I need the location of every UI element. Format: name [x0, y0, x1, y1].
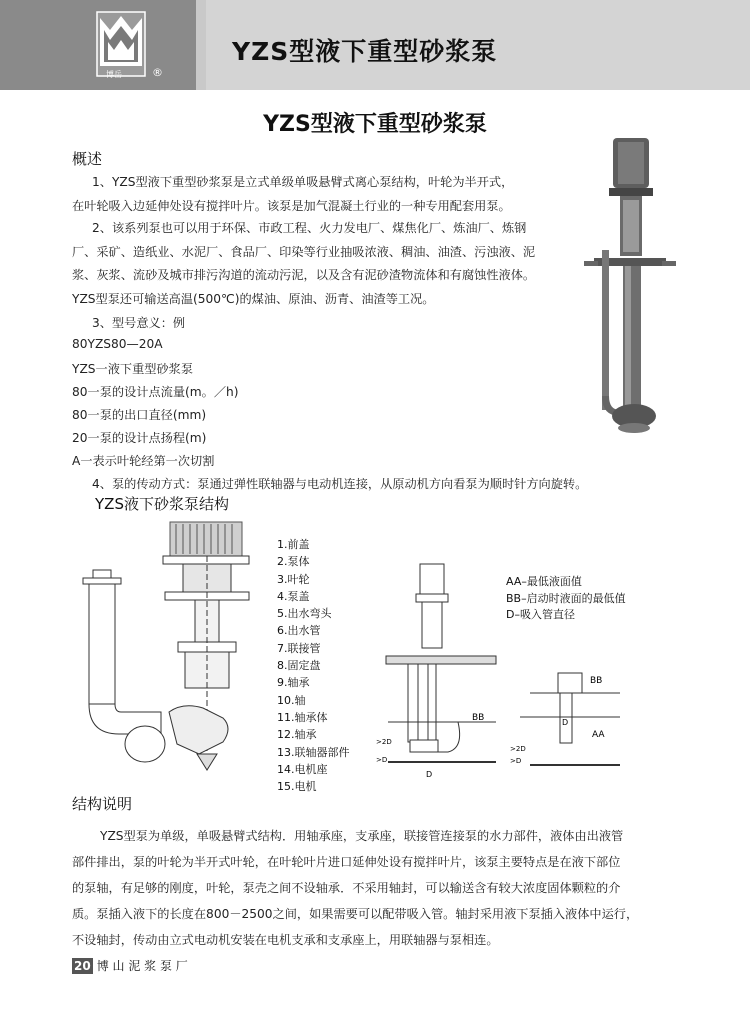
two-d-label-2: >2D — [510, 745, 526, 753]
install-notes — [506, 574, 626, 624]
installation-diagram — [378, 562, 498, 782]
d-label: D — [426, 770, 433, 779]
crown-logo-icon — [0, 0, 196, 90]
part-item: 9.轴承 — [277, 676, 310, 690]
part-item: 4.泵盖 — [277, 589, 310, 603]
registered-mark: ® — [152, 66, 163, 79]
overview-line: 在叶轮吸入边延伸处设有搅拌叶片。该泵是加气混凝土行业的一种专用配套用泵。 — [72, 199, 511, 213]
part-item: 15.电机 — [277, 780, 317, 794]
header-title: YZS型液下重型砂浆泵 — [232, 37, 498, 66]
part-item: 2.泵体 — [277, 555, 310, 569]
header-title-bar — [206, 0, 750, 90]
install-note: AA–最低液面值 — [506, 575, 582, 588]
page-title: YZS型液下重型砂浆泵 — [263, 112, 487, 137]
overview-line: YZS型泵还可输送高温(500℃)的煤油、原油、沥青、油渣等工况。 — [72, 292, 435, 306]
page-number: 20 — [74, 959, 91, 973]
description-line: 的泵轴，有足够的刚度，叶轮，泵壳之间不设轴承．不采用轴封，可以输送含有较大浓度固体颗粒的介 — [72, 881, 621, 895]
structure-drawing — [73, 522, 283, 772]
description-heading: 结构说明 — [72, 795, 133, 813]
part-item: 12.轴承 — [277, 728, 317, 742]
part-item: 1.前盖 — [277, 538, 310, 551]
part-item: 5.出水弯头 — [277, 607, 332, 621]
overview-line: 80一泵的出口直径(mm) — [72, 408, 207, 422]
pump-photo — [580, 134, 680, 434]
page-header — [0, 0, 750, 90]
overview-line: 2、该系列泵也可以用于环保、市政工程、火力发电厂、煤焦化厂、炼油厂、炼钢 — [92, 221, 527, 235]
overview-line: 3、型号意义：例 — [92, 316, 186, 330]
aa-label: AA — [592, 730, 605, 740]
description-line: 部件排出，泵的叶轮为半开式叶轮，在叶轮叶片进口延伸处设有搅拌叶片，该泵主要特点是在液下部位 — [72, 855, 621, 869]
part-item: 6.出水管 — [277, 624, 321, 638]
overview-line: YZS一液下重型砂浆泵 — [72, 362, 194, 376]
overview-line: 浆、灰浆、流砂及城市排污沟道的流动污泥，以及含有泥砂渣物流体和有腐蚀性液体。 — [72, 268, 536, 282]
part-item: 10.轴 — [277, 693, 306, 707]
installation-diagram-small — [510, 665, 630, 775]
overview-line: 1、YZS型液下重型砂浆泵是立式单级单吸悬臂式离心泵结构，叶轮为半开式， — [92, 175, 514, 189]
gt-d-label: >D — [376, 756, 388, 764]
overview-line: A一表示叶轮经第一次切割 — [72, 454, 215, 468]
bb-label-2: BB — [590, 676, 603, 686]
install-note: D–吸入管直径 — [506, 608, 575, 621]
logo-text: 博岳 — [106, 70, 122, 79]
overview-line: 80YZS80—20A — [72, 337, 163, 351]
part-item: 7.联接管 — [277, 641, 321, 655]
overview-line: 厂、采矿、造纸业、水泥厂、食品厂、印染等行业抽吸浓液、稠油、油渣、污浊液、泥 — [72, 245, 536, 259]
part-item: 3.叶轮 — [277, 572, 310, 586]
overview-line: 20一泵的设计点扬程(m) — [72, 431, 207, 445]
description-line: 不设轴封，传动由立式电动机安装在电机支承和支承座上，用联轴器与泵相连。 — [72, 933, 499, 947]
company-name: 博 山 泥 浆 泵 厂 — [96, 959, 188, 973]
page-footer — [72, 957, 188, 974]
structure-heading: YZS液下砂浆泵结构 — [95, 495, 229, 513]
parts-legend — [277, 536, 350, 795]
overview-line: 80一泵的设计点流量(m。／h) — [72, 385, 239, 399]
part-item: 8.固定盘 — [277, 659, 321, 673]
install-note: BB–启动时液面的最低值 — [506, 591, 626, 605]
description-line: YZS型泵为单级，单吸悬臂式结构．用轴承座，支承座，联接管连接泵的水力部件，液体由出液管 — [100, 829, 624, 843]
description-line: 质。泵插入液下的长度在800－2500之间，如果需要可以配带吸入管。轴封采用液下泵插入液体中运行， — [72, 907, 639, 921]
part-item: 13.联轴器部件 — [277, 745, 350, 759]
overview-line: 4、泵的传动方式：泵通过弹性联轴器与电动机连接，从原动机方向看泵为顺时针方向旋转。 — [92, 477, 588, 491]
gt-d-label-2: >D — [510, 757, 522, 765]
part-item: 11.轴承体 — [277, 710, 328, 724]
logo-panel — [0, 0, 196, 90]
two-d-label: >2D — [376, 738, 392, 746]
bb-label: BB — [472, 713, 485, 723]
d-label-2: D — [562, 718, 569, 727]
overview-heading: 概述 — [72, 150, 103, 168]
part-item: 14.电机座 — [277, 762, 328, 776]
